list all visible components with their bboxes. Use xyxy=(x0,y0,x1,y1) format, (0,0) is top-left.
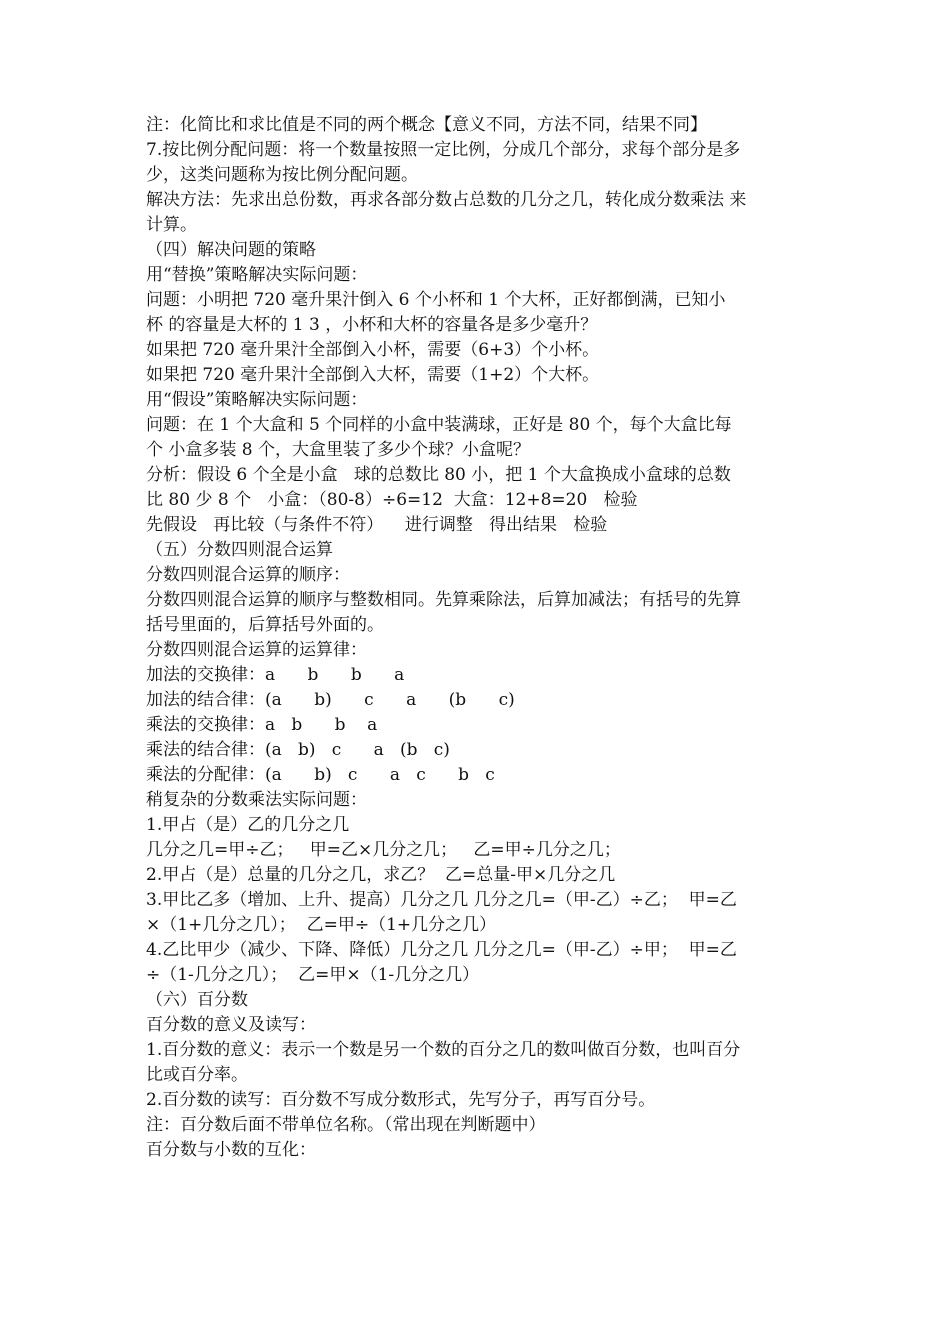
text-line: 分数四则混合运算的顺序与整数相同。先算乘除法，后算加减法；有括号的先算 xyxy=(146,590,741,610)
text-line: 个 小盒多装 8 个，大盒里装了多少个球？小盒呢？ xyxy=(146,440,531,460)
text-line: 杯 的容量是大杯的 1 3 ，小杯和大杯的容量各是多少毫升？ xyxy=(146,315,598,335)
text-line: 加法的交换律：a b b a xyxy=(146,665,405,685)
text-line: ÷（1-几分之几）； 乙=甲×（1-几分之几） xyxy=(146,965,480,985)
text-line: 加法的结合律：(a b) c a (b c) xyxy=(146,690,515,710)
text-line: 2.百分数的读写：百分数不写成分数形式，先写分子，再写百分号。 xyxy=(146,1090,656,1110)
text-line: 用“假设”策略解决实际问题： xyxy=(146,390,368,410)
text-line: 分数四则混合运算的运算律： xyxy=(146,640,367,660)
text-line: 百分数与小数的互化： xyxy=(146,1140,316,1160)
text-line: 3.甲比乙多（增加、上升、提高）几分之几 几分之几=（甲-乙）÷乙； 甲=乙 xyxy=(146,890,737,910)
text-line: 1.百分数的意义：表示一个数是另一个数的百分之几的数叫做百分数，也叫百分 xyxy=(146,1040,741,1060)
text-line: 比 80 少 8 个 小盒：（80-8）÷6=12 大盒：12+8=20 检验 xyxy=(146,490,638,510)
section-heading: （五）分数四则混合运算 xyxy=(146,540,333,560)
text-line: 乘法的交换律：a b b a xyxy=(146,715,378,735)
text-line: 2.甲占（是）总量的几分之几，求乙？ 乙=总量-甲×几分之几 xyxy=(146,865,616,885)
text-line: 解决方法：先求出总份数，再求各部分数占总数的几分之几，转化成分数乘法 来 xyxy=(146,190,747,210)
text-line: 分数四则混合运算的顺序： xyxy=(146,565,350,585)
text-line: 比或百分率。 xyxy=(146,1065,248,1085)
text-line: 4.乙比甲少（减少、下降、降低）几分之几 几分之几=（甲-乙）÷甲； 甲=乙 xyxy=(146,940,737,960)
text-line: 注：化简比和求比值是不同的两个概念【意义不同，方法不同，结果不同】 xyxy=(146,115,707,135)
text-line: ×（1+几分之几）； 乙=甲÷（1+几分之几） xyxy=(146,915,497,935)
text-line: 先假设 再比较（与条件不符） 进行调整 得出结果 检验 xyxy=(146,515,608,535)
text-line: 注：百分数后面不带单位名称。（常出现在判断题中） xyxy=(146,1115,546,1135)
text-line: 1.甲占（是）乙的几分之几 xyxy=(146,815,350,835)
text-line: 计算。 xyxy=(146,215,197,235)
section-heading: （四）解决问题的策略 xyxy=(146,240,316,260)
document-body xyxy=(146,113,816,1163)
text-line: 少，这类问题称为按比例分配问题。 xyxy=(146,165,418,185)
text-line: 乘法的结合律：(a b) c a (b c) xyxy=(146,740,450,760)
text-line: 百分数的意义及读写： xyxy=(146,1015,316,1035)
text-line: 括号里面的，后算括号外面的。 xyxy=(146,615,384,635)
text-line: 用“替换”策略解决实际问题： xyxy=(146,265,368,285)
text-line: 7.按比例分配问题：将一个数量按照一定比例，分成几个部分，求每个部分是多 xyxy=(146,140,741,160)
text-line: 几分之几=甲÷乙； 甲=乙×几分之几； 乙=甲÷几分之几； xyxy=(146,840,621,860)
text-line: 问题：小明把 720 毫升果汁倒入 6 个小杯和 1 个大杯，正好都倒满，已知小 xyxy=(146,290,726,310)
text-line: 乘法的分配律：(a b) c a c b c xyxy=(146,765,495,785)
text-line: 分析：假设 6 个全是小盒 球的总数比 80 小，把 1 个大盒换成小盒球的总数 xyxy=(146,465,731,485)
text-line: 问题：在 1 个大盒和 5 个同样的小盒中装满球，正好是 80 个，每个大盒比每 xyxy=(146,415,732,435)
text-line: 如果把 720 毫升果汁全部倒入小杯，需要（6+3）个小杯。 xyxy=(146,340,600,360)
text-line: 稍复杂的分数乘法实际问题： xyxy=(146,790,367,810)
section-heading: （六）百分数 xyxy=(146,990,248,1010)
text-line: 如果把 720 毫升果汁全部倒入大杯，需要（1+2）个大杯。 xyxy=(146,365,600,385)
